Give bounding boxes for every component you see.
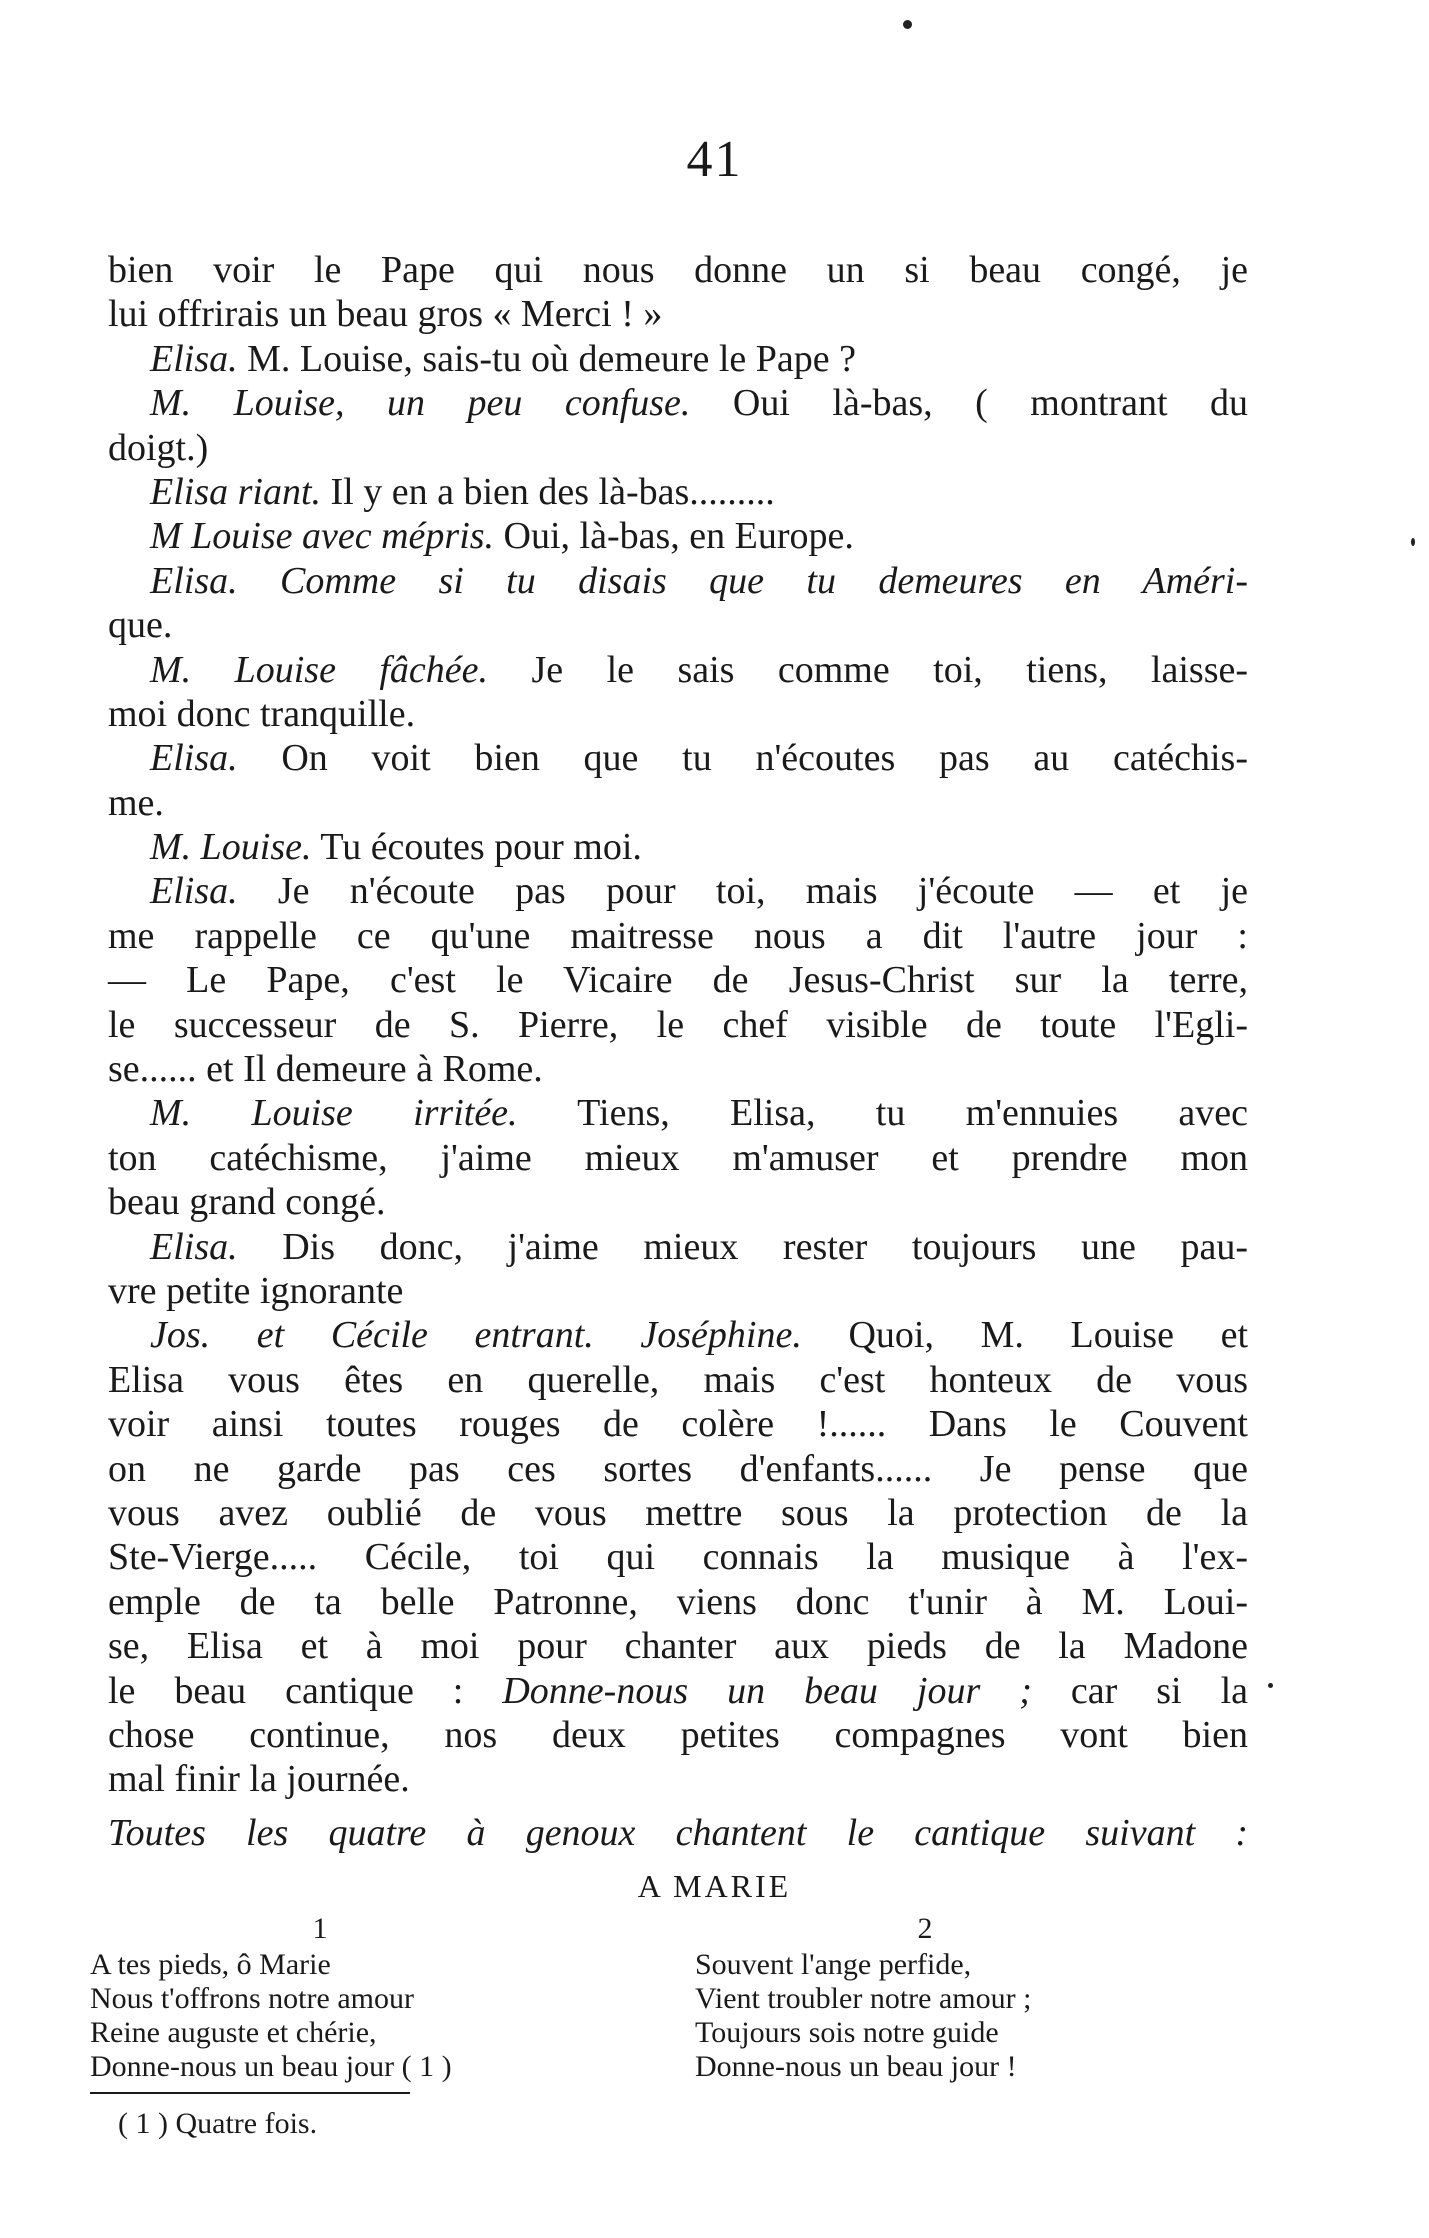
dialogue-segment: — Le Pape, c'est le Vicaire de Jesus-Christ sur la terre,: [108, 959, 1248, 1002]
dialogue-segment: moi donc tranquille.: [108, 692, 416, 735]
speaker-direction: Donne-nous un beau jour ;: [502, 1669, 1032, 1712]
stage-direction: Toutes les quatre à genoux chantent le cantique suivant :: [108, 1812, 1248, 1854]
dialogue-segment: le beau cantique :: [108, 1669, 503, 1712]
dialogue-segment: Ste-Vierge..... Cécile, toi qui connais la musique à l'ex-: [108, 1536, 1248, 1579]
dialogue-segment: mal finir la journée.: [108, 1758, 410, 1801]
stanza-number: 2: [917, 1912, 933, 1945]
speaker-direction: M. Louise.: [150, 826, 312, 869]
dialogue-segment: On voit bien que tu n'écoutes pas au catéchis-: [237, 737, 1248, 780]
speaker-direction: Elisa.: [150, 737, 238, 780]
text-line: [108, 1757, 1248, 1801]
dialogue-segment: vre petite ignorante: [108, 1269, 404, 1312]
text-line: [108, 1225, 1248, 1269]
verse-line: A tes pieds, ô Marie: [90, 1948, 331, 1981]
speaker-direction: M Louise avec mépris.: [150, 515, 495, 558]
dialogue-segment: se, Elisa et à moi pour chanter aux pieds de la Madone: [108, 1625, 1248, 1668]
dialogue-segment: Oui, là-bas, en Europe.: [494, 515, 854, 558]
text-line: [108, 1358, 1248, 1402]
ink-speck: [1411, 538, 1415, 546]
text-line: [108, 1447, 1248, 1491]
dialogue-text: [108, 248, 1248, 1802]
dialogue-segment: beau grand congé.: [108, 1181, 386, 1224]
text-line: [108, 248, 1248, 292]
speaker-direction: Elisa.: [150, 870, 238, 913]
dialogue-segment: le successeur de S. Pierre, le chef visible de toute l'Egli-: [108, 1003, 1248, 1046]
dialogue-segment: on ne garde pas ces sortes d'enfants...... Je pense que: [108, 1447, 1248, 1490]
dialogue-segment: ton catéchisme, j'aime mieux m'amuser et prendre mon: [108, 1136, 1248, 1179]
dialogue-segment: Quoi, M. Louise et: [801, 1314, 1248, 1357]
stanza: [695, 1912, 1255, 2084]
text-line: [108, 958, 1248, 1002]
speaker-direction: M. Louise irritée.: [150, 1092, 518, 1135]
dialogue-segment: lui offrirais un beau gros « Merci ! »: [108, 293, 663, 336]
speaker-direction: Jos. et Cécile entrant. Joséphine.: [150, 1314, 802, 1357]
footnote: ( 1 ) Quatre fois.: [118, 2107, 318, 2140]
ink-speck: [903, 20, 912, 29]
text-line: [108, 1713, 1248, 1757]
speaker-direction: M. Louise fâchée.: [150, 648, 489, 691]
speaker-direction: Elisa riant.: [150, 470, 322, 513]
text-line: [108, 381, 1248, 425]
verse-line: Vient troubler notre amour ;: [695, 1982, 1032, 2015]
text-line: [108, 869, 1248, 913]
dialogue-segment: bien voir le Pape qui nous donne un si beau congé, je: [108, 249, 1248, 291]
dialogue-segment: Je le sais comme toi, tiens, laisse-: [488, 648, 1249, 691]
text-line: [108, 692, 1248, 736]
verse-line: Toujours sois notre guide: [695, 2016, 999, 2049]
text-line: [108, 1003, 1248, 1047]
stanza-number: 1: [312, 1912, 328, 1945]
speaker-direction: Elisa.: [150, 1225, 238, 1268]
text-line: [108, 1313, 1248, 1357]
text-line: [108, 1091, 1248, 1135]
text-line: [108, 1269, 1248, 1313]
text-line: [108, 1047, 1248, 1091]
dialogue-segment: Elisa vous êtes en querelle, mais c'est honteux de vous: [108, 1358, 1248, 1401]
text-line: [108, 825, 1248, 869]
verse-line: Donne-nous un beau jour !: [695, 2050, 1017, 2083]
dialogue-segment: car si la: [1031, 1669, 1249, 1712]
text-line: [108, 1491, 1248, 1535]
text-line: [108, 1136, 1248, 1180]
text-line: [108, 1402, 1248, 1446]
text-line: [108, 914, 1248, 958]
dialogue-segment: voir ainsi toutes rouges de colère !...... Dans le Couvent: [108, 1403, 1248, 1446]
dialogue-segment: se...... et Il demeure à Rome.: [108, 1048, 543, 1091]
stanza: [90, 1912, 610, 2084]
text-line: [108, 1535, 1248, 1579]
dialogue-segment: emple de ta belle Patronne, viens donc t'unir à M. Loui-: [108, 1580, 1248, 1623]
text-line: [108, 470, 1248, 514]
song-title: A MARIE: [637, 1868, 792, 1904]
dialogue-segment: Je n'écoute pas pour toi, mais j'écoute — et je: [237, 870, 1248, 913]
text-line: [108, 1624, 1248, 1668]
dialogue-segment: Tiens, Elisa, tu m'ennuies avec: [517, 1092, 1249, 1135]
text-line: [108, 426, 1248, 470]
speaker-direction: M. Louise, un peu confuse.: [150, 382, 691, 425]
dialogue-segment: chose continue, nos deux petites compagnes vont bien: [108, 1713, 1248, 1756]
speaker-direction: Elisa. Comme si tu disais que tu demeures en Améri-: [150, 559, 1248, 602]
dialogue-segment: Dis donc, j'aime mieux rester toujours une pau-: [237, 1225, 1248, 1268]
text-line: [108, 1180, 1248, 1224]
footnote-rule: [90, 2092, 410, 2094]
text-line: [108, 337, 1248, 381]
dialogue-segment: vous avez oublié de vous mettre sous la protection de la: [108, 1491, 1248, 1534]
verse-line: Souvent l'ange perfide,: [695, 1948, 972, 1981]
dialogue-segment: Tu écoutes pour moi.: [311, 826, 642, 869]
dialogue-segment: que.: [108, 604, 173, 647]
text-line: [108, 559, 1248, 603]
dialogue-segment: doigt.): [108, 426, 209, 469]
dialogue-segment: M. Louise, sais-tu où demeure le Pape ?: [237, 337, 857, 380]
text-line: [108, 1669, 1248, 1713]
dialogue-segment: me.: [108, 781, 164, 824]
dialogue-segment: Il y en a bien des là-bas.........: [321, 470, 775, 513]
text-line: [108, 292, 1248, 336]
text-line: [108, 514, 1248, 558]
text-line: [108, 603, 1248, 647]
speaker-direction: Elisa.: [150, 337, 238, 380]
verse-line: Nous t'offrons notre amour: [90, 1982, 414, 2015]
text-line: [108, 1580, 1248, 1624]
text-line: [108, 781, 1248, 825]
dialogue-segment: me rappelle ce qu'une maitresse nous a dit l'autre jour :: [108, 914, 1248, 957]
dialogue-segment: Oui là-bas, ( montrant du: [690, 382, 1248, 425]
text-line: [108, 648, 1248, 692]
verse-line: Donne-nous un beau jour ( 1 ): [90, 2050, 452, 2083]
verse-line: Reine auguste et chérie,: [90, 2016, 377, 2049]
text-line: [108, 736, 1248, 780]
page-number: 41: [686, 131, 743, 188]
ink-speck: [1268, 1683, 1273, 1688]
